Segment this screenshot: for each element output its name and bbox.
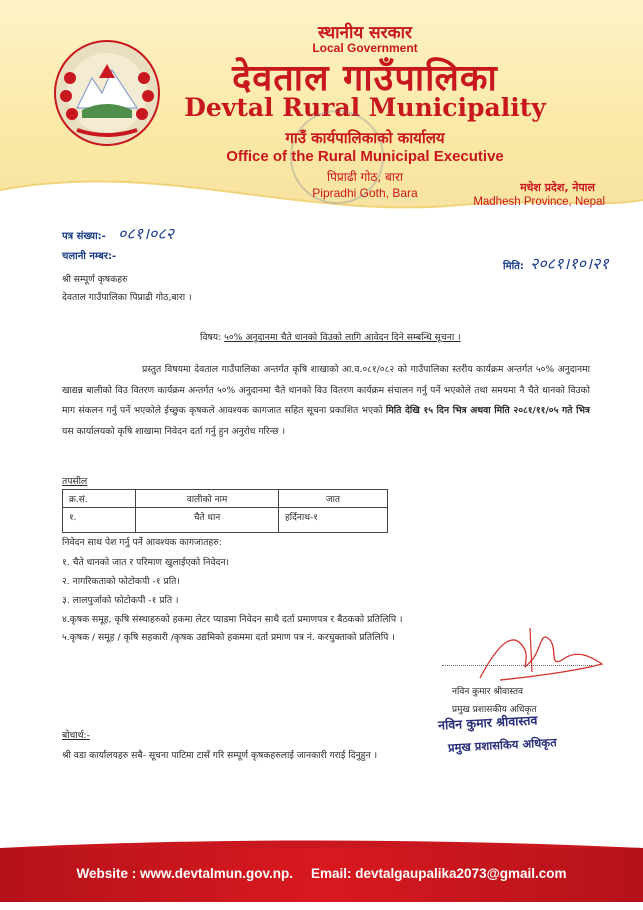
table-row [63, 508, 388, 533]
notice-body-part-1: प्रस्तुत विषयमा देवताल गाउँपालिका अन्तर्गत कृषि शाखाको आ.व.०८१/०८२ को गाउँपालिका स्तरीय कार्यक्रम अन्तर्गत ५०% अनुदानमा खाद्यन्न बालीको विउ वितरण कार्यक्रम अन्तर्गत ५०% अनुदानमा चैते धानको विउ वितरण कार्यक्रम संचालन गर्नु पर्ने भएकोले तथा समयमा नै चैते धानको विउको माग संकलन गर्नु पर्ने भएकोले ईच्छुक कृषकले आवश्यक कागजात सहित सूचना प्रकाशित भएको [62, 364, 590, 416]
column-header-serial: क्र.सं. [63, 490, 136, 508]
cc-text: श्री वडा कार्यालयहरु सबै- सूचना पाटिमा टासँ गरि सम्पूर्ण कृषकहरुलाई जानकारी गराई दिनुहुन । [62, 750, 378, 761]
table-header-row [63, 490, 388, 508]
date-label: मिति: [503, 261, 524, 272]
date-value: २०८१।१०।२१ [530, 254, 609, 273]
stamp-signatory-name: नविन कुमार श्रीवास्तव [437, 712, 538, 733]
office-name-np: गाउँ कार्यपालिकाको कार्यालय [285, 129, 445, 147]
office-name-en: Office of the Rural Municipal Executive [226, 148, 504, 165]
notice-body-part-2: यस कार्यालयको कृषि शाखामा निवेदन दर्ता गर्नु हुन अनुरोध गरिन्छ । [62, 425, 286, 437]
dispatch-label: चलानी नम्बर:- [62, 251, 117, 262]
address-np: पिप्राढी गोठ, बारा [327, 170, 403, 184]
column-header-crop: वालीको नाम [136, 490, 279, 508]
province-en: Madhesh Province, Nepal [473, 196, 605, 208]
local-government-np: स्थानीय सरकार [317, 23, 412, 43]
municipality-name-np: देवताल गाउँपालिका [232, 57, 498, 99]
province-np: मधेश प्रदेश, नेपाल [520, 181, 595, 194]
footer-contact [0, 866, 643, 881]
subject-text: ५०% अनुदानमा चैते धानको विउको लागि आवेदन दिने सम्बन्धि सूचना । [224, 332, 461, 343]
handwritten-signature [470, 620, 610, 690]
requirement-item: १. चैते धानको जात र परिमाण खुलाईएको निवेदन। [62, 557, 230, 568]
signatory-name: नविन कुमार श्रीवास्तव [452, 687, 524, 697]
footer-website: Website : www.devtalmun.gov.np. [76, 866, 293, 881]
local-government-en: Local Government [312, 41, 418, 55]
signature-line [442, 665, 592, 666]
municipality-name-en: Devtal Rural Municipality [184, 93, 546, 122]
footer-email: Email: devtalgaupalika2073@gmail.com [311, 866, 567, 881]
requirements-title: निवेदन साथ पेश गर्नु पर्ने आवश्यक कागजातहरु: [62, 537, 222, 548]
table-cell-serial: १. [63, 508, 136, 533]
requirement-item: ३. लालपुर्जाको फोटोकपी -१ प्रति । [62, 595, 179, 606]
subject-line [200, 330, 461, 343]
requirement-item: ४.कृषक समूह, कृषि संस्थाहरुको हकमा लेटर प्याडमा निवेदन साथै दर्ता प्रमाणपत्र र बैठकको प्रतिलिपि । [62, 614, 403, 625]
notice-body [62, 360, 590, 442]
schedule-table [62, 489, 388, 533]
reference-number: ०८१।०८२ [118, 224, 174, 243]
stamp-signatory-title: प्रमुख प्रशासकिय अधिकृत [447, 735, 557, 755]
recipient-line-1: श्री सम्पूर्ण कृषकहरु [62, 274, 128, 285]
address-en: Pipradhi Goth, Bara [312, 186, 418, 200]
column-header-variety: जात [279, 490, 388, 508]
schedule-title: तपसील [62, 476, 88, 487]
reference-label: पत्र संख्या:- [62, 231, 106, 242]
table-cell-variety: हर्दिनाथ-१ [279, 508, 388, 533]
requirement-item: २. नागरिकताको फोटोकपी -१ प्रति। [62, 576, 180, 587]
signatory-title: प्रमुख प्रशासकीय अधिकृत [452, 705, 537, 715]
table-cell-crop: चैते धान [136, 508, 279, 533]
recipient-line-2: देवताल गाउँपालिका पिप्राढी गोठ,बारा । [62, 292, 192, 303]
requirement-item: ५.कृषक / समूह / कृषि सहकारी /कृषक उद्यमिको हकममा दर्ता प्रमाण पत्र नं. करचुक्ताको प्रतिलिपि । [62, 632, 395, 643]
notice-deadline: मिति देखि १५ दिन भित्र अथवा मिति २०८१/११/०५ गते भित्र [385, 405, 590, 416]
nepal-emblem-logo [52, 38, 162, 148]
cc-title: बोधार्थ:- [62, 730, 90, 741]
subject-label: विषय: [200, 332, 222, 343]
